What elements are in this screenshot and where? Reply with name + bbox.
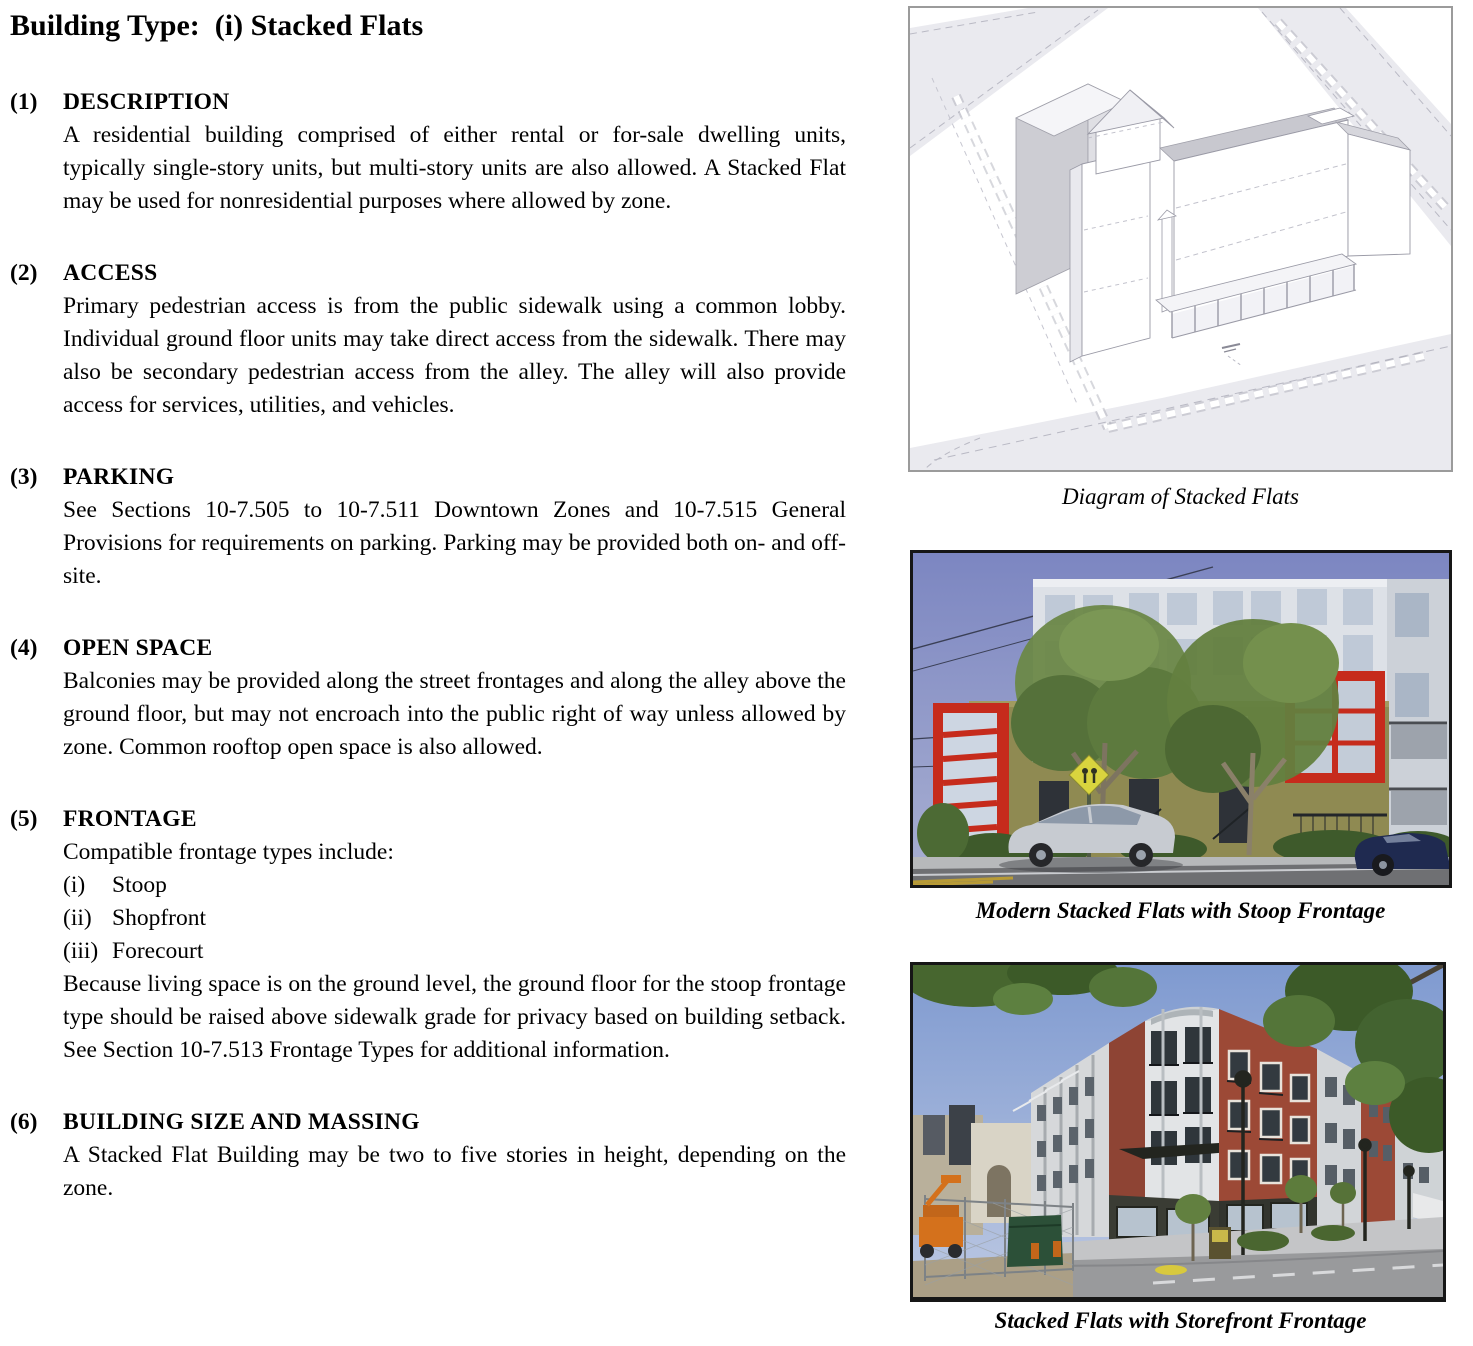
- section-number: (4): [10, 635, 38, 661]
- storefront-photo-drawing: [913, 965, 1443, 1297]
- section-number: (5): [10, 806, 38, 832]
- list-marker: (iii): [63, 938, 99, 964]
- frontage-list-item: [63, 869, 846, 902]
- section-heading: DESCRIPTION: [63, 89, 230, 115]
- frontage-list-item: [63, 902, 846, 935]
- section-paragraph: Balconies may be provided along the street frontages and along the alley above the ground floor, but may not encroach into the public right of way unless allowed by zone. Common rooftop open space is also allowed.: [63, 668, 846, 760]
- stacked-flats-diagram-image: [908, 6, 1453, 472]
- page-title: Building Type: (i) Stacked Flats: [10, 9, 424, 42]
- section-number: (2): [10, 260, 38, 286]
- section-paragraph: A Stacked Flat Building may be two to five stories in height, depending on the zone.: [63, 1142, 846, 1201]
- stoop-frontage-photo: [910, 550, 1452, 888]
- diagram-drawing: [910, 8, 1451, 470]
- section-heading: PARKING: [63, 464, 175, 490]
- section-heading: BUILDING SIZE AND MASSING: [63, 1109, 420, 1135]
- section-number: (1): [10, 89, 38, 115]
- figure-column: [908, 0, 1456, 1346]
- section-open-space: [10, 632, 846, 764]
- section-paragraph: Primary pedestrian access is from the public sidewalk using a common lobby. Individual ground floor units may take direct access from the sidewalk. There may also be secondary pedestrian access from the alley. The alley will also provide access for services, utilities, and vehicles.: [63, 293, 846, 418]
- section-intro: Compatible frontage types include:: [63, 839, 394, 865]
- frontage-list-item: [63, 935, 846, 968]
- storefront-photo-caption: Stacked Flats with Storefront Frontage: [994, 1308, 1367, 1333]
- section-description: [10, 86, 846, 218]
- section-access: [10, 257, 846, 422]
- section-heading: FRONTAGE: [63, 806, 197, 832]
- stoop-photo-caption: Modern Stacked Flats with Stoop Frontage: [975, 898, 1386, 923]
- section-paragraph: A residential building comprised of either rental or for-sale dwelling units, typically single-story units, but multi-story units are also allowed. A Stacked Flat may be used for nonresidential purposes where allowed by zone.: [63, 122, 846, 214]
- list-label: Shopfront: [112, 905, 206, 931]
- list-marker: (ii): [63, 905, 92, 931]
- diagram-caption: Diagram of Stacked Flats: [1062, 484, 1299, 509]
- section-heading: ACCESS: [63, 260, 158, 286]
- section-building-size: [10, 1106, 846, 1205]
- section-parking: [10, 461, 846, 593]
- section-number: (6): [10, 1109, 38, 1135]
- list-marker: (i): [63, 872, 86, 898]
- section-frontage: [10, 803, 846, 1067]
- section-number: (3): [10, 464, 38, 490]
- section-paragraph: Because living space is on the ground level, the ground floor for the stoop frontage type should be raised above sidewalk grade for privacy based on building setback. See Section 10-7.513 Frontage Types for additional information.: [63, 971, 846, 1063]
- storefront-frontage-photo: [910, 962, 1446, 1302]
- section-paragraph: See Sections 10-7.505 to 10-7.511 Downtown Zones and 10-7.515 General Provisions for requirements on parking. Parking may be provided both on- and off-site.: [63, 497, 846, 589]
- list-label: Forecourt: [112, 938, 204, 964]
- list-label: Stoop: [112, 872, 167, 898]
- text-column: [10, 6, 846, 1244]
- stoop-photo-drawing: [913, 553, 1449, 885]
- section-heading: OPEN SPACE: [63, 635, 213, 661]
